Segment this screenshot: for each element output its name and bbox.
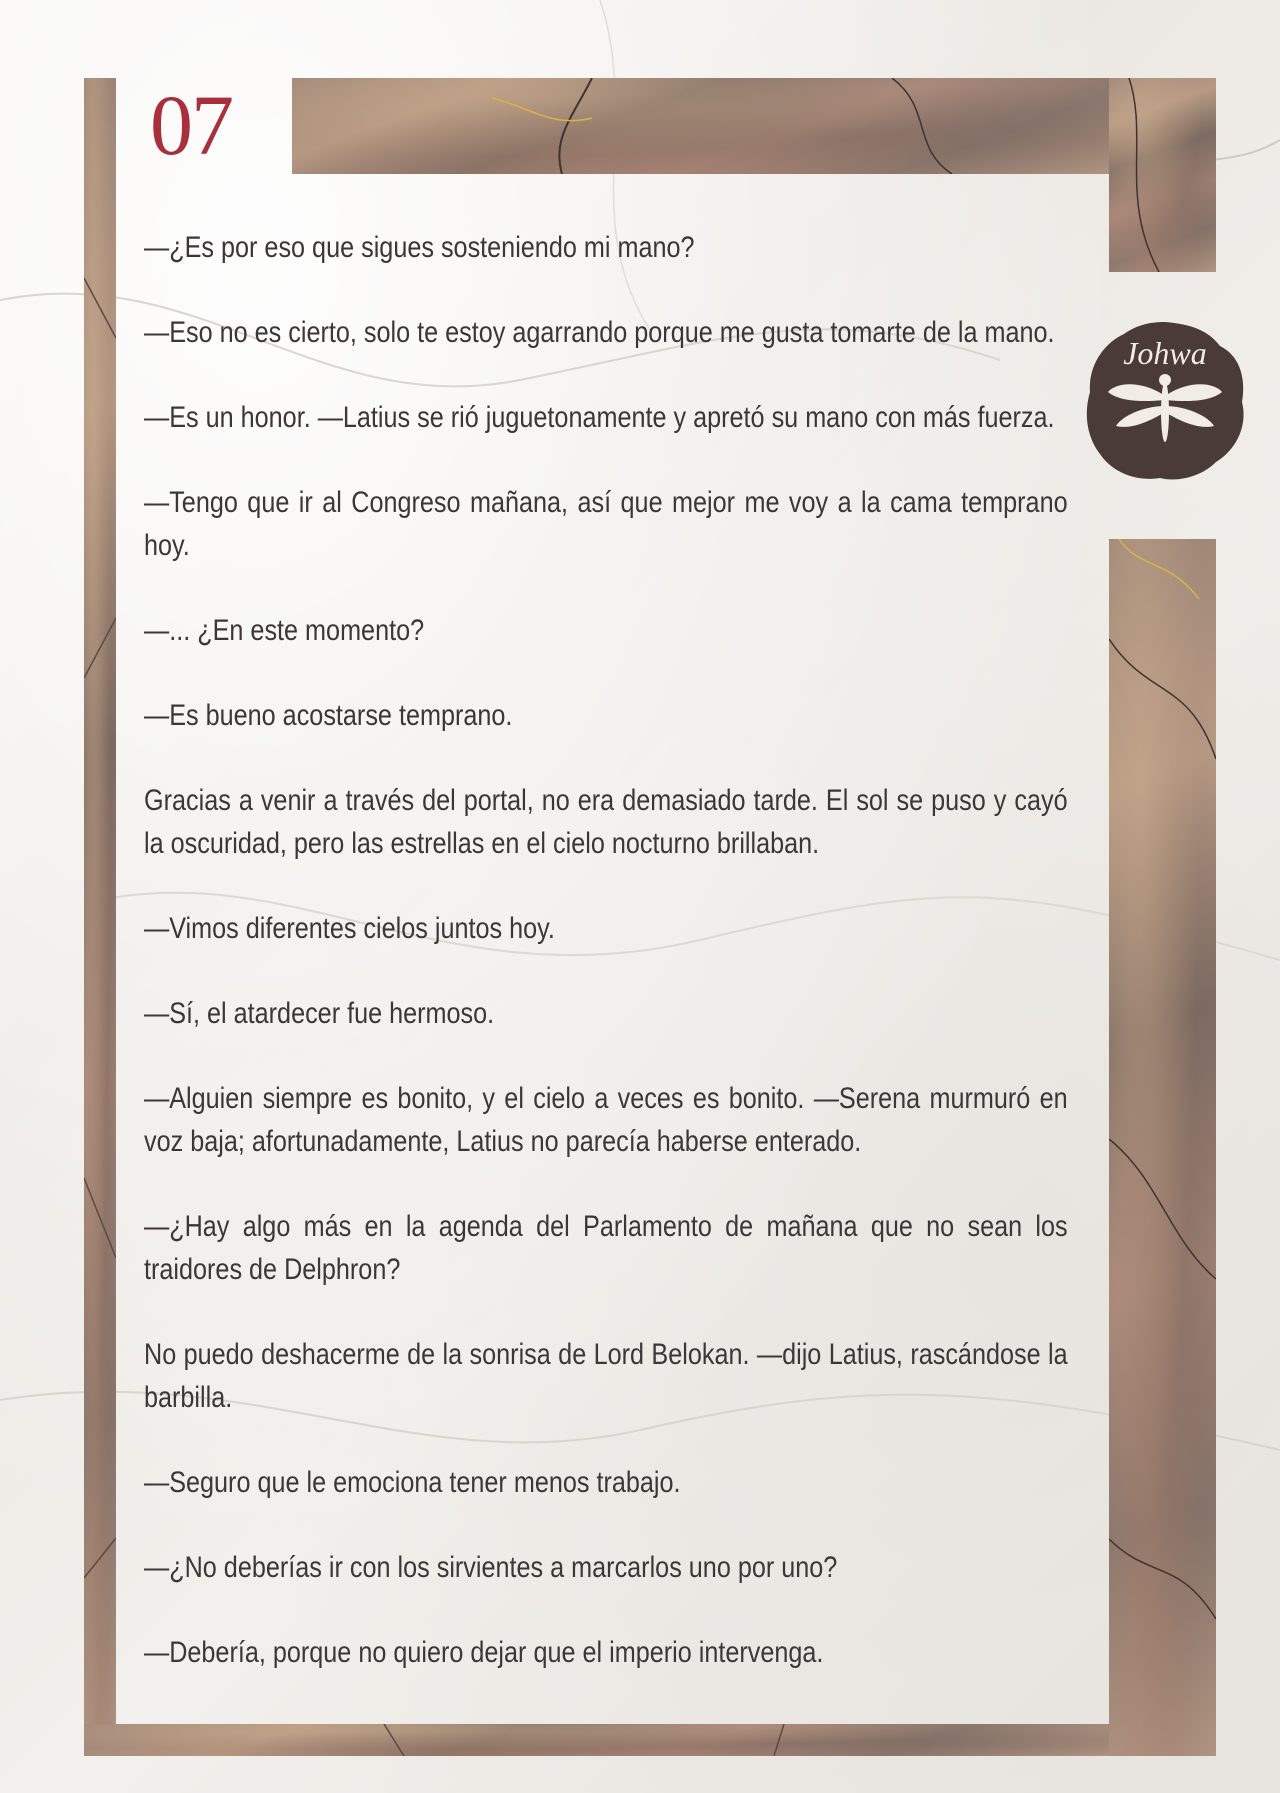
marble-frame-right-top [1109,78,1216,272]
page-number: 07 [150,77,232,173]
marble-frame-bottom [84,1724,1109,1756]
marble-frame-right-bottom [1109,539,1216,1756]
paragraph: —... ¿En este momento? [144,614,425,647]
chapter-text [144,226,1068,1716]
paragraph: No puedo deshacerme de la sonrisa de Lord Belokan. —dijo Latius, rascándose la barbilla. [144,1338,1068,1414]
paragraph: Gracias a venir a través del portal, no era demasiado tarde. El sol se puso y cayó la oscuridad, pero las estrellas en el cielo nocturno brillaban. [144,784,1068,860]
paragraph: —¿No deberías ir con los sirvientes a marcarlos uno por uno? [144,1551,838,1584]
logo-text: Johwa [1123,335,1207,371]
paragraph: —¿Es por eso que sigues sosteniendo mi mano? [144,231,695,264]
paragraph: —Alguien siempre es bonito, y el cielo a veces es bonito. —Serena murmuró en voz baja; afortunadamente, Latius no parecía haberse enterado. [144,1082,1068,1158]
johwa-logo [1080,316,1250,486]
paragraph: —Vimos diferentes cielos juntos hoy. [144,912,555,945]
paragraph: —Es un honor. —Latius se rió juguetonamente y apretó su mano con más fuerza. [144,401,1055,434]
paragraph: —Sí, el atardecer fue hermoso. [144,997,495,1030]
paragraph: —Es bueno acostarse temprano. [144,699,513,732]
paragraph: —Seguro que le emociona tener menos trabajo. [144,1466,681,1499]
paragraph: —Debería, porque no quiero dejar que el imperio intervenga. [144,1636,824,1669]
paragraph: —Eso no es cierto, solo te estoy agarrando porque me gusta tomarte de la mano. [144,316,1055,349]
marble-frame-left [84,78,116,1756]
paragraph: —¿Hay algo más en la agenda del Parlamento de mañana que no sean los traidores de Delphron? [144,1210,1068,1286]
marble-header-band [292,78,1109,174]
paragraph: —Tengo que ir al Congreso mañana, así que mejor me voy a la cama temprano hoy. [144,486,1068,562]
